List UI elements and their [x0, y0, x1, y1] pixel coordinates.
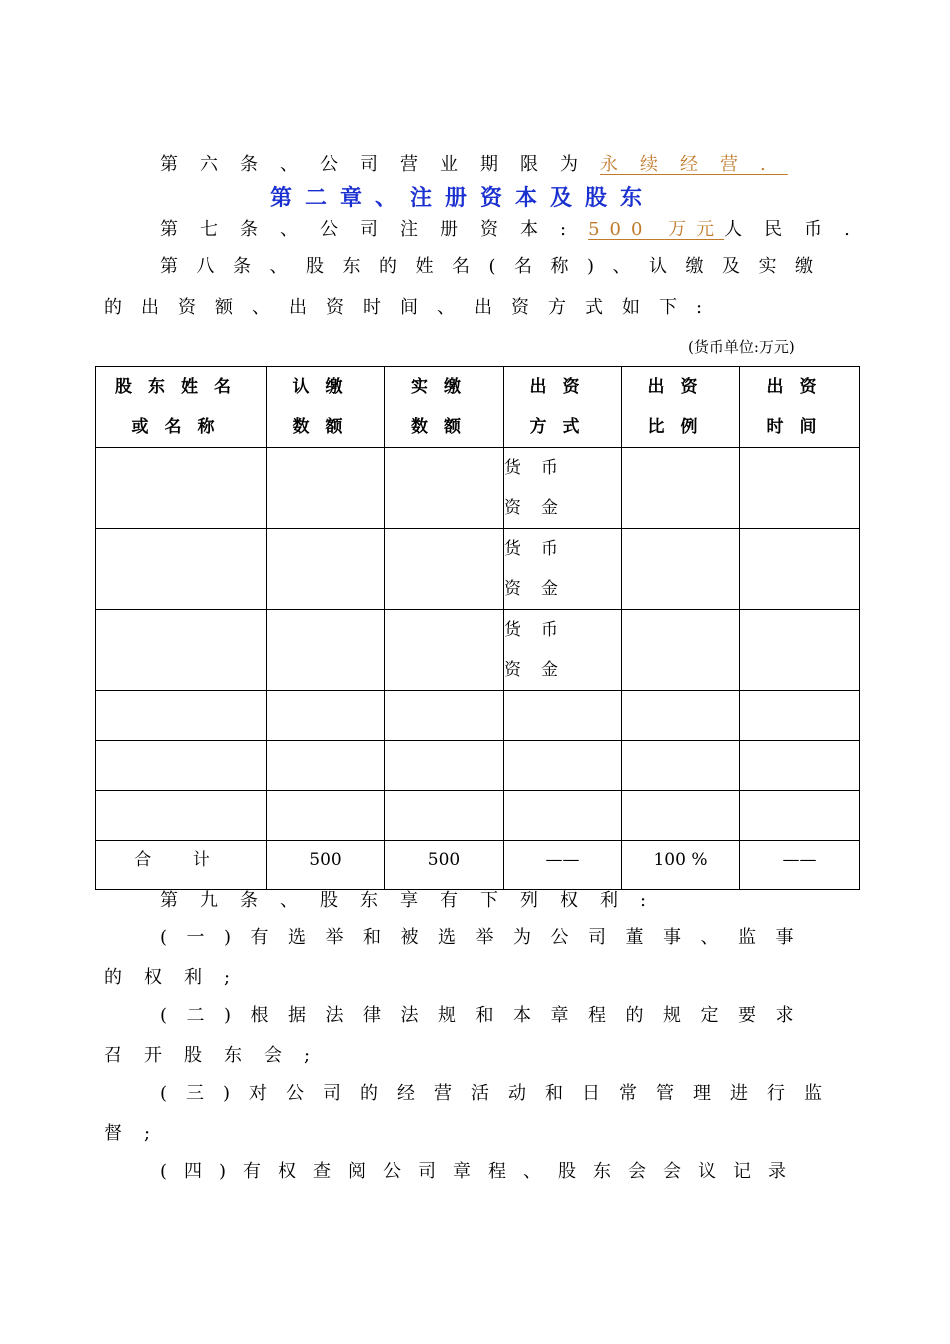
header-ratio: 出资 比例	[622, 367, 740, 448]
article-9-title: 第九条、股东享有下列权利:	[160, 890, 669, 911]
article-8-line1: 第八条、股东的姓名(名称)、认缴及实缴	[160, 256, 832, 277]
table-row	[96, 529, 860, 610]
method-cell: 货币 资金	[504, 529, 622, 610]
article-7	[160, 221, 872, 239]
right-item-4a: (四)有权查阅公司章程、股东会会议记录	[160, 1161, 804, 1182]
registered-capital-value: 500 万元	[588, 219, 725, 240]
right-item-2b: 召开股东会;	[104, 1045, 333, 1066]
right-item-3b: 督;	[104, 1123, 173, 1144]
chapter-title: 第二章、注册资本及股东	[270, 186, 656, 211]
total-time: ——	[740, 841, 860, 890]
table-row	[96, 448, 860, 529]
table-total-row	[96, 841, 860, 890]
right-item-1a: (一)有选举和被选举为公司董事、监事	[160, 927, 814, 948]
total-subscribed: 500	[267, 841, 385, 890]
header-paid: 实缴 数额	[385, 367, 504, 448]
method-cell: 货币 资金	[504, 610, 622, 691]
article-8-line2: 的出资额、出资时间、出资方式如下:	[104, 297, 722, 318]
shareholder-table	[95, 366, 860, 890]
total-label: 合 计	[96, 841, 267, 890]
table-row	[96, 741, 860, 791]
right-item-3a: (三)对公司的经营活动和日常管理进行监	[160, 1083, 842, 1104]
right-item-2a: (二)根据法律法规和本章程的规定要求	[160, 1005, 814, 1026]
table-header-row	[96, 367, 860, 448]
total-paid: 500	[385, 841, 504, 890]
table-row	[96, 691, 860, 741]
article-6	[160, 156, 788, 174]
table-row	[96, 610, 860, 691]
total-ratio: 100 %	[622, 841, 740, 890]
currency-unit-note: (货币单位:万元)	[688, 338, 795, 356]
article-6-text: 第六条、公司营业期限为	[160, 154, 600, 175]
header-subscribed: 认缴 数额	[267, 367, 385, 448]
business-term-value: 永续经营.	[600, 154, 788, 175]
method-cell: 货币 资金	[504, 448, 622, 529]
right-item-1b: 的权利;	[104, 967, 253, 988]
header-method: 出资 方式	[504, 367, 622, 448]
article-7-text: 第七条、公司注册资本:	[160, 219, 589, 240]
total-method: ——	[504, 841, 622, 890]
article-7-suffix: 人民币.	[724, 219, 872, 240]
header-time: 出资 时间	[740, 367, 860, 448]
table-row	[96, 791, 860, 841]
header-name: 股东姓名 或名称	[96, 367, 267, 448]
